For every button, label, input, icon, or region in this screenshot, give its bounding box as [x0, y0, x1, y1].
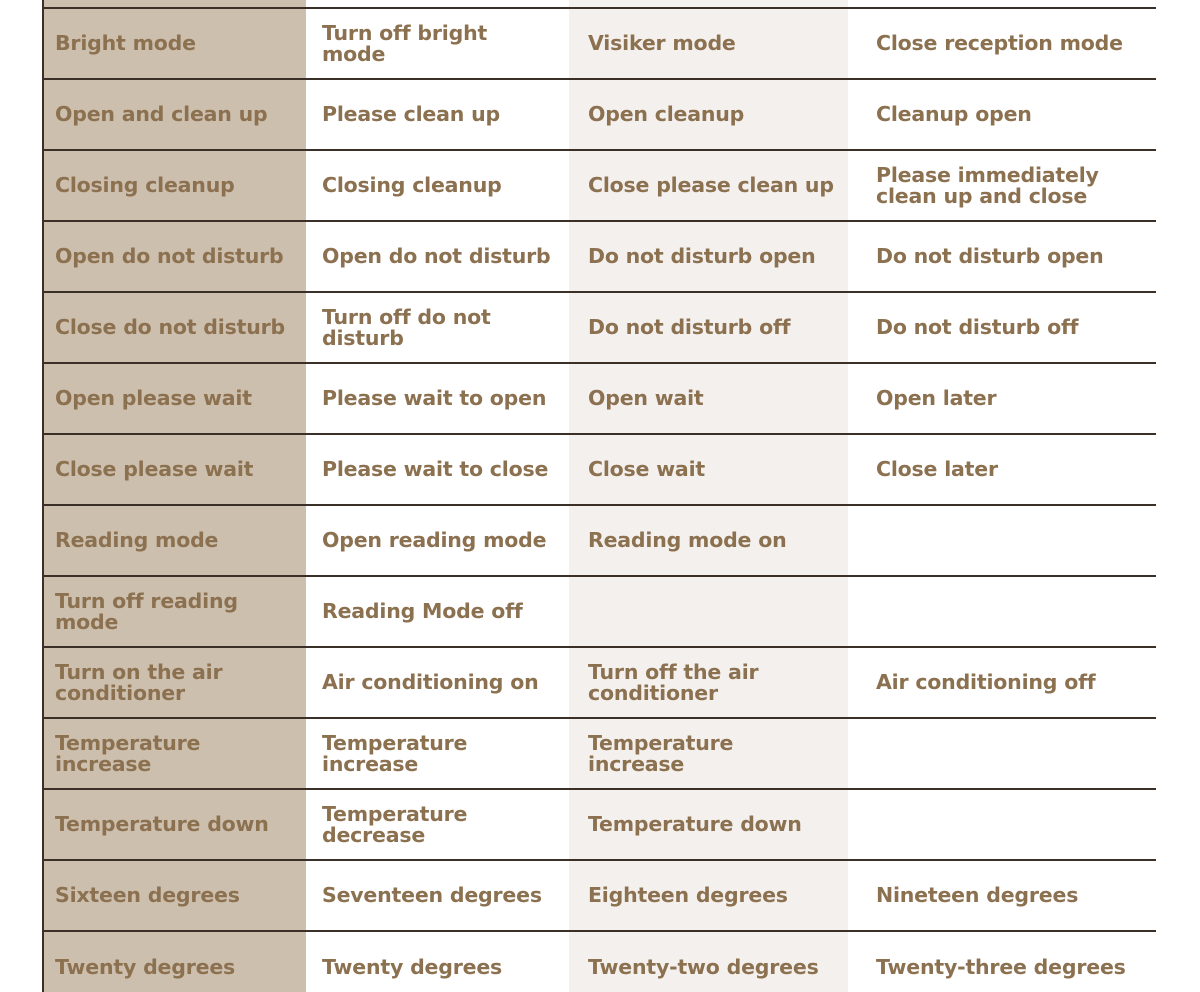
variant-cell-3: Close reception mode [846, 8, 1156, 79]
variant-cell-2: Do not disturb open [567, 221, 846, 292]
command-cell: Temperature increase [44, 718, 304, 789]
table-row [44, 576, 1156, 647]
command-cell: Bright mode [44, 8, 304, 79]
table-row [44, 8, 1156, 79]
variant-cell-2: Eighteen degrees [567, 860, 846, 931]
table-row [44, 789, 1156, 860]
variant-cell-3: Cleanup open [846, 79, 1156, 150]
command-table [42, 0, 1158, 992]
variant-cell-2: Visiker mode [567, 8, 846, 79]
table-body [44, 0, 1156, 992]
variant-cell-2: Close wait [567, 434, 846, 505]
variant-cell-2: Twenty-two degrees [567, 931, 846, 992]
command-cell: Open and clean up [44, 79, 304, 150]
variant-cell-3 [846, 505, 1156, 576]
variant-cell-2: Temperature down [567, 789, 846, 860]
variant-cell-1: Please clean up [304, 79, 567, 150]
table-row [44, 647, 1156, 718]
variant-cell-3 [846, 576, 1156, 647]
variant-cell-1: Open do not disturb [304, 221, 567, 292]
table-row [44, 150, 1156, 221]
variant-cell-3: Twenty-three degrees [846, 931, 1156, 992]
variant-cell-3: Please immediately clean up and close [846, 150, 1156, 221]
variant-cell-2: Turn off the air conditioner [567, 647, 846, 718]
variant-cell-1: Twenty degrees [304, 931, 567, 992]
command-cell: Turn off reading mode [44, 576, 304, 647]
variant-cell-1: Temperature increase [304, 718, 567, 789]
variant-cell-1: Please wait to close [304, 434, 567, 505]
variant-cell-1: Air conditioning on [304, 647, 567, 718]
variant-cell-2: Do not disturb off [567, 292, 846, 363]
variant-cell-1: Turn off do not disturb [304, 292, 567, 363]
variant-cell-2: Open cleanup [567, 79, 846, 150]
variant-cell-2: Open wait [567, 363, 846, 434]
command-cell: Open please wait [44, 363, 304, 434]
table-row [44, 860, 1156, 931]
command-cell: Close please wait [44, 434, 304, 505]
variant-cell-2 [567, 576, 846, 647]
command-cell: Twenty degrees [44, 931, 304, 992]
variant-cell-1: Please wait to open [304, 363, 567, 434]
command-cell: Sixteen degrees [44, 860, 304, 931]
command-cell: Reading mode [44, 505, 304, 576]
variant-cell-1: Closing cleanup [304, 150, 567, 221]
variant-cell-3: Nineteen degrees [846, 860, 1156, 931]
table-row [44, 931, 1156, 992]
variant-cell-1: Reading Mode off [304, 576, 567, 647]
variant-cell-3: Open later [846, 363, 1156, 434]
command-grid [44, 0, 1156, 992]
variant-cell-3 [846, 789, 1156, 860]
variant-cell-1: Open reading mode [304, 505, 567, 576]
table-row [44, 221, 1156, 292]
variant-cell-3: Do not disturb off [846, 292, 1156, 363]
variant-cell-3 [846, 718, 1156, 789]
variant-cell-1: Turn off bright mode [304, 8, 567, 79]
variant-cell-1: Seventeen degrees [304, 860, 567, 931]
command-cell: Open do not disturb [44, 221, 304, 292]
variant-cell-3: Do not disturb open [846, 221, 1156, 292]
command-cell: Temperature down [44, 789, 304, 860]
command-cell: Closing cleanup [44, 150, 304, 221]
table-row [44, 434, 1156, 505]
table-row [44, 363, 1156, 434]
variant-cell-2: Close please clean up [567, 150, 846, 221]
table-row [44, 505, 1156, 576]
variant-cell-1: Temperature decrease [304, 789, 567, 860]
variant-cell-3: Close later [846, 434, 1156, 505]
table-row [44, 718, 1156, 789]
variant-cell-3: Air conditioning off [846, 647, 1156, 718]
command-cell: Close do not disturb [44, 292, 304, 363]
table-row [44, 292, 1156, 363]
previous-row [44, 0, 1156, 8]
variant-cell-2: Temperature increase [567, 718, 846, 789]
command-cell: Turn on the air conditioner [44, 647, 304, 718]
table-row [44, 79, 1156, 150]
variant-cell-2: Reading mode on [567, 505, 846, 576]
